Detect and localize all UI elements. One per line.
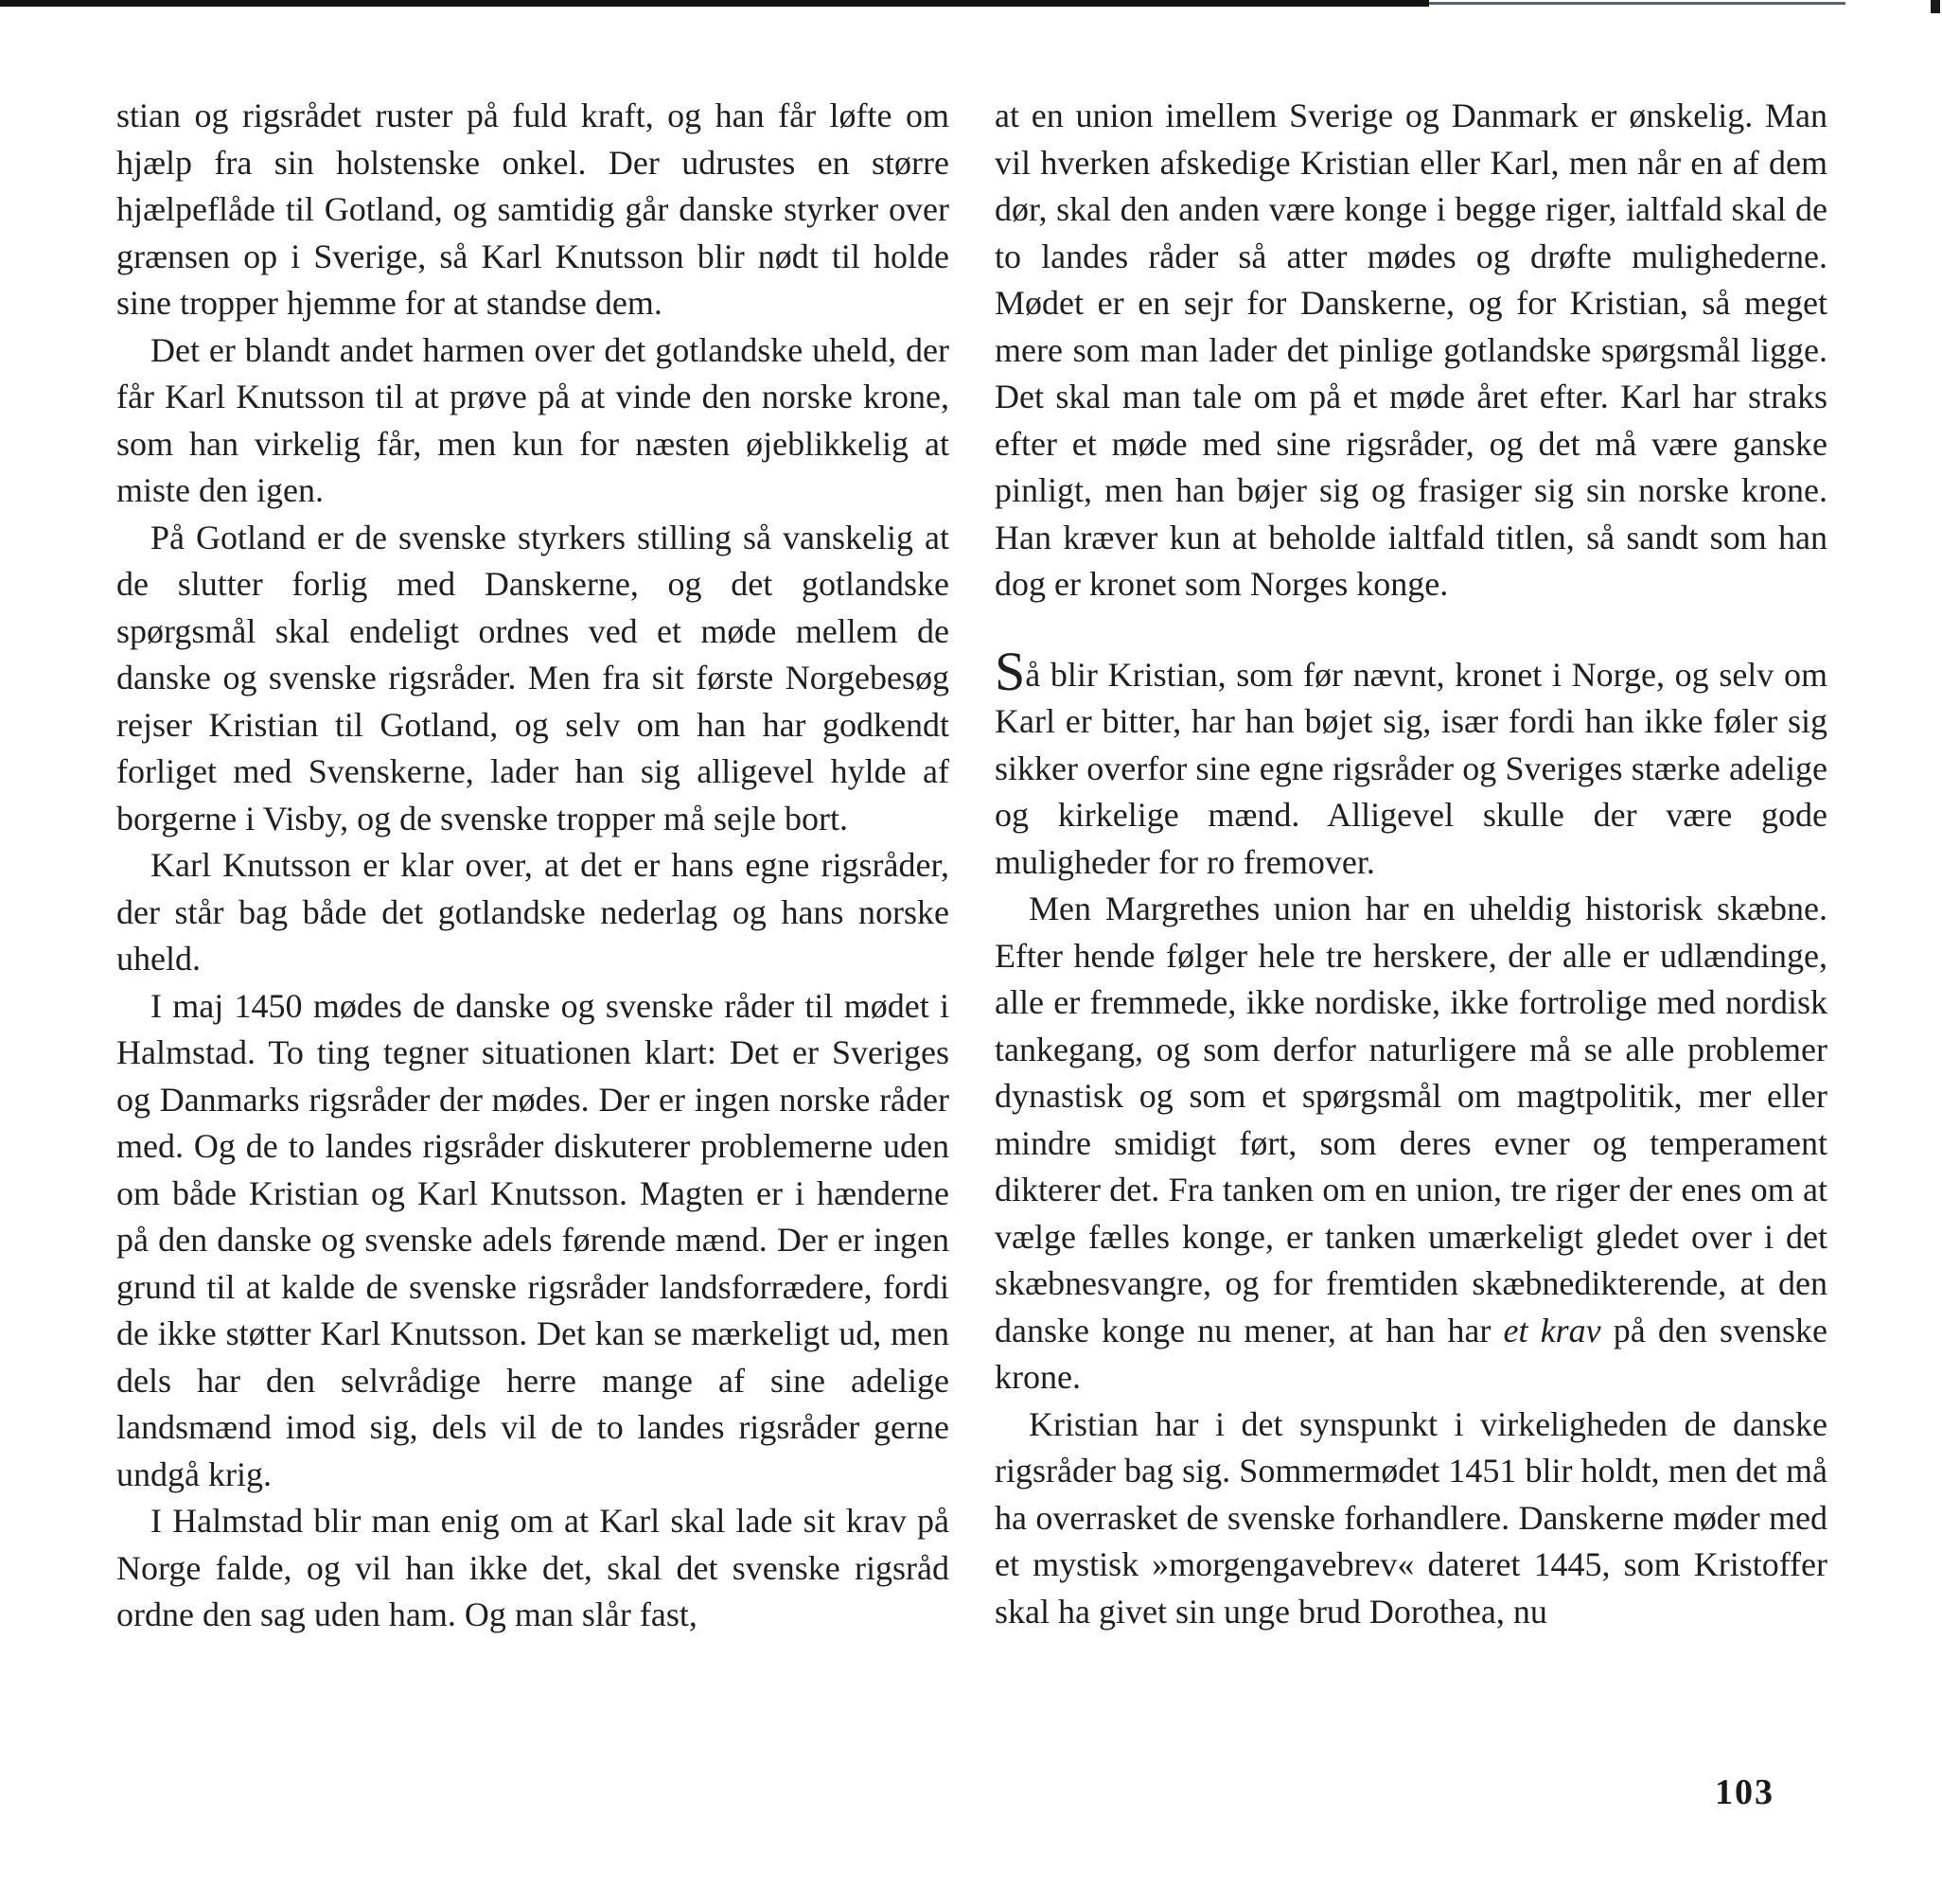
italic-emphasis: et krav: [1503, 1311, 1601, 1349]
paragraph: at en union imellem Sverige og Danmark er ønskelig. Man vil hverken afskedige Kristian eller Karl, men når en af dem dør, skal den anden være konge i begge riger, ialtfald skal de to landes råder så atter mødes og drøfte mulighederne. Mødet er en sejr for Danskerne, og for Kristian, så meget mere som man lader det pinlige gotlandske spørgsmål ligge. Det skal man tale om på et møde året efter. Karl har straks efter et møde med sine rigsråder, og det må være ganske pinligt, men han bøjer sig og frasiger sig sin norske krone. Han kræver kun at beholde ialtfald titlen, så sandt som han dog er kronet som Norges konge.: [995, 97, 1827, 603]
paragraph-text: Men Margrethes union har en uheldig historisk skæbne. Efter hende følger hele tre herskere, der alle er udlændinge, alle er fremmede, ikke nordiske, ikke fortrolige med nordisk tankegang, og som derfor naturligere må se alle problemer dynastisk og som et spørgsmål om magtpolitik, mer eller mindre smidigt ført, som deres evner og temperament dikterer det. Fra tanken om en union, tre riger der enes om at vælge fælles konge, er tanken umærkeligt gledet over i det skæbnesvangre, og for fremtiden skæbnedikterende, at den danske konge nu mener, at han har: [995, 890, 1827, 1349]
paragraph-text: på den svenske krone.: [995, 1311, 1827, 1396]
right-text-column: [995, 93, 1827, 1635]
top-border-rule: [0, 0, 1429, 7]
edge-mark: [1931, 0, 1940, 13]
paragraph: På Gotland er de svenske styrkers stilling så vanskelig at de slutter forlig med Danskerne, og det gotlandske spørgsmål skal endeligt ordnes ved et møde mellem de danske og svenske rigsråder. Men fra sit første Norgebesøg rejser Kristian til Gotland, og selv om han har godkendt forliget med Svenskerne, lader han sig alligevel hylde af borgerne i Visby, og de svenske tropper må sejle bort.: [116, 518, 949, 837]
drop-cap: S: [995, 640, 1026, 702]
paragraph-text: å blir Kristian, som før nævnt, kronet i Norge, og selv om Karl er bitter, har han bøjet sig, især fordi han ikke føler sig sikker overfor sine egne rigsråder og Sveriges stærke adelige og kirkelige mænd. Alligevel skulle der være gode muligheder for ro fremover.: [995, 655, 1827, 881]
paragraph: Kristian har i det synspunkt i virkeligheden de danske rigsråder bag sig. Sommermødet 1451 blir holdt, men det må ha overrasket de svenske forhandlere. Danskerne møder med et mystisk »morgengavebrev« dateret 1445, som Kristoffer skal ha givet sin unge brud Dorothea, nu: [995, 1404, 1827, 1631]
section-start-paragraph: [995, 640, 1827, 887]
paragraph: [995, 886, 1827, 1402]
paragraph: Karl Knutsson er klar over, at det er hans egne rigsråder, der står bag både det gotlandske nederlag og hans norske uheld.: [116, 846, 949, 978]
page-number: 103: [1715, 1772, 1774, 1812]
paragraph: I maj 1450 mødes de danske og svenske råder til mødet i Halmstad. To ting tegner situationen klart: Det er Sveriges og Danmarks rigsråder der mødes. Der er ingen norske råder med. Og de to landes rigsråder diskuterer problemerne uden om både Kristian og Karl Knutsson. Magten er i hænderne på den danske og svenske adels førende mænd. Der er ingen grund til at kalde de svenske rigsråder landsforrædere, fordi de ikke støtter Karl Knutsson. Det kan se mærkeligt ud, men dels har den selvrådige herre mange af sine adelige landsmænd imod sig, dels vil de to landes rigsråder gerne undgå krig.: [116, 986, 949, 1493]
paragraph: I Halmstad blir man enig om at Karl skal lade sit krav på Norge falde, og vil han ikke det, skal det svenske rigsråd ordne den sag uden ham. Og man slår fast,: [116, 1502, 949, 1633]
paragraph: Det er blandt andet harmen over det gotlandske uheld, der får Karl Knutsson til at prøve på at vinde den norske krone, som han virkelig får, men kun for næsten øjeblikkelig at miste den igen.: [116, 330, 949, 509]
left-text-column: [116, 93, 949, 1639]
paragraph: stian og rigsrådet ruster på fuld kraft, og han får løfte om hjælp fra sin holstenske onkel. Der udrustes en større hjælpeflåde til Gotland, og samtidig går danske styrker over grænsen op i Sverige, så Karl Knutsson blir nødt til holde sine tropper hjemme for at standse dem.: [116, 97, 949, 322]
top-border-rule-tail: [1429, 2, 1845, 5]
